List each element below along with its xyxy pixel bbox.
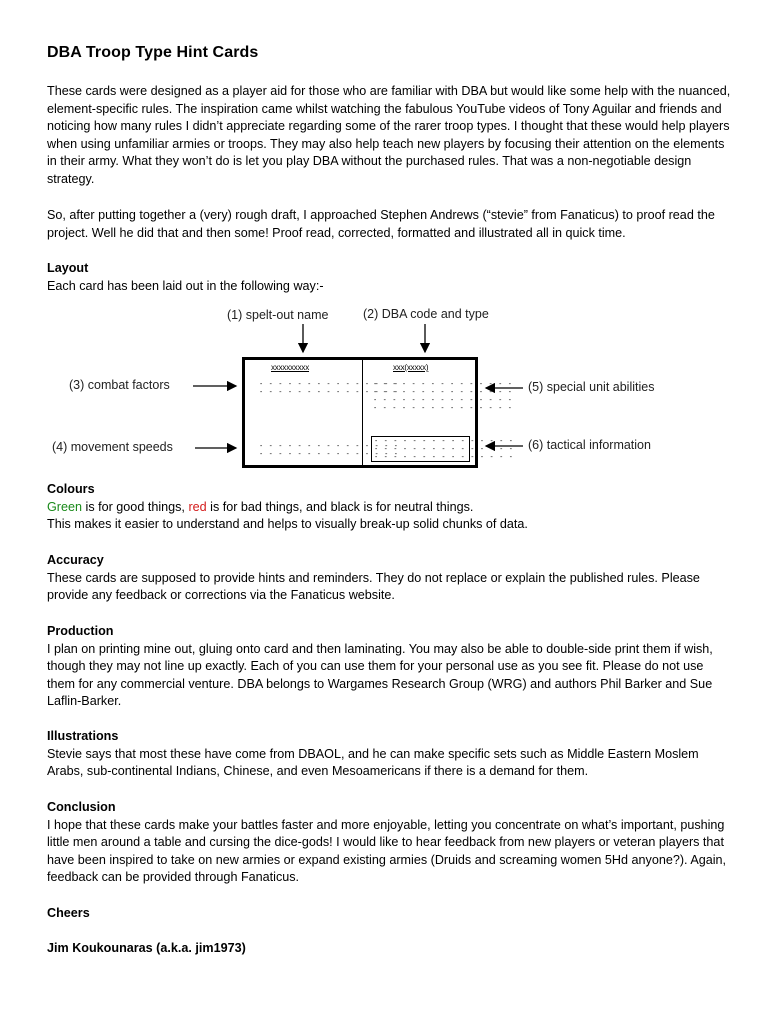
example-card [242,357,514,468]
intro-paragraph-2: So, after putting together a (very) rough draft, I approached Stephen Andrews (“stevie” from Fanaticus) to proof read the project. Well he did that and then some! Proof read, corrected, formatted and illustrated all in quick time. [47,208,715,240]
production-text: I plan on printing mine out, gluing onto card and then laminating. You may also be able to double-side print them if wish, though they may not line up exactly. Each of you can use them for your personal use as you see fit. Please do not use them for any commercial venture. DBA belongs to Wargames Research Group (WRG) and authors Phil Barker and Sue Laflin-Barker. [47,641,713,709]
special-line-1: - - - - - - - - - - - - - - - [373,380,513,388]
tactical-line-2: - - - - - - - - - - - - - - - [374,445,514,453]
diagram-label-special: (5) special unit abilities [528,380,655,394]
movement-line-2: - - - - - - - - - - - - - - - [259,450,399,458]
layout-heading: Layout [47,261,89,275]
conclusion-section [47,799,732,887]
diagram-label-tactical: (6) tactical information [528,438,651,452]
card-name-placeholder: xxxxxxxxxx [271,363,310,372]
layout-section [47,260,732,295]
layout-text: Each card has been laid out in the following way:- [47,278,324,293]
colours-section [47,481,732,534]
page-title: DBA Troop Type Hint Cards [47,44,259,61]
special-line-4: - - - - - - - - - - - - - - - [373,404,513,412]
combat-line-1: - - - - - - - - - - - - - - - [259,380,399,388]
colours-mid-1: is for good things, [82,499,189,514]
diagram-label-movement: (4) movement speeds [52,440,173,454]
tactical-line-1: - - - - - - - - - - - - - - - [374,437,514,445]
diagram-label-code: (2) DBA code and type [363,307,489,321]
author-name: Jim Koukounaras (a.k.a. jim1973) [47,941,246,955]
accuracy-text: These cards are supposed to provide hints and reminders. They do not replace or explain the published rules. Please provide any feedback or corrections via the Fanaticus website. [47,570,700,603]
diagram-label-combat: (3) combat factors [69,378,170,392]
conclusion-heading: Conclusion [47,800,116,814]
colours-black-word: black [330,499,360,514]
colours-end: is for neutral things. [359,499,474,514]
colours-heading: Colours [47,482,95,496]
special-line-3: - - - - - - - - - - - - - - - [373,396,513,404]
card-code-placeholder: xxx(xxxxx) [393,363,429,372]
tactical-line-3: - - - - - - - - - - - - - - - [374,453,514,461]
movement-line-1: - - - - - - - - - - - - - - - [259,442,399,450]
illustrations-section [47,728,732,781]
production-section [47,623,732,711]
colours-red-word: red [188,499,207,514]
accuracy-heading: Accuracy [47,553,104,567]
card-layout-diagram [47,300,737,475]
accuracy-section [47,552,732,605]
colours-mid-2: is for bad things, and [206,499,331,514]
illustrations-heading: Illustrations [47,729,119,743]
conclusion-text: I hope that these cards make your battles faster and more enjoyable, letting you concentrate on what’s important, pushing little men around a table and cursing the dice-gods! I would like to hear feedback from new players or veteran players that have been inspired to take on new armies or expand existing armies (Druids and screaming women 5Hd anyone?). Again, feedback can be provided through Fanaticus. [47,817,727,885]
illustrations-text: Stevie says that most these have come from DBAOL, and he can make specific sets such as Middle Eastern Moslem Arabs, sub-continental Indians, Chinese, and even Mesoamericans if there is a demand for them. [47,746,699,779]
special-line-2: - - - - - - - - - - - - - - - [373,388,513,396]
colours-green-word: Green [47,499,83,514]
signoff: Cheers [47,906,90,920]
colours-line-2: This makes it easier to understand and helps to visually break-up solid chunks of data. [47,517,528,532]
intro-paragraph-1: These cards were designed as a player aid for those who are familiar with DBA but would like some help with the nuanced, element-specific rules. The inspiration came whilst watching the fabulous YouTube videos of Tony Aguilar and friends and noticing how many rules I didn’t appreciate regarding some of the rarer troop types. I thought that these would help players when using unfamiliar armies or troops. They may also help teach new players by focusing their attention on the elements in their army. What they won’t do is let you play DBA without the purchased rules. That was a non-negotiable design strategy. [47,84,731,186]
combat-line-2: - - - - - - - - - - - - - - - [259,388,399,396]
production-heading: Production [47,624,114,638]
diagram-label-name: (1) spelt-out name [227,308,329,322]
